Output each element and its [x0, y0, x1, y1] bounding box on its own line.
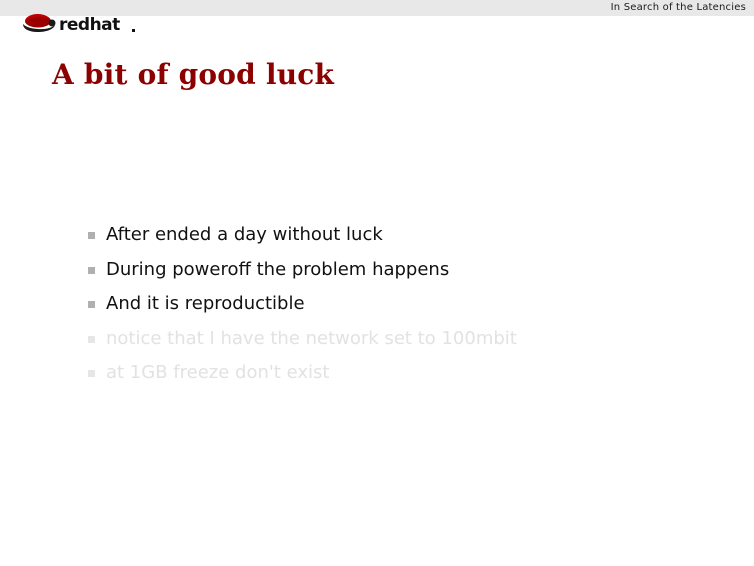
- header-title: In Search of the Latencies: [610, 2, 746, 13]
- list-item: [88, 259, 708, 294]
- list-item-label: After ended a day without luck: [106, 224, 383, 245]
- list-item: [88, 362, 708, 397]
- list-item-label: During poweroff the problem happens: [106, 258, 450, 280]
- bullet-list: [88, 224, 708, 397]
- list-item-label: at 1GB freeze don't exist: [106, 362, 330, 383]
- bullet-square-icon: [88, 370, 95, 377]
- redhat-logo: [22, 12, 122, 38]
- bullet-square-icon: [88, 267, 95, 274]
- page-title: A bit of good luck: [52, 58, 335, 91]
- bullet-square-icon: [88, 301, 95, 308]
- bullet-square-icon: [88, 232, 95, 239]
- bullet-square-icon: [88, 336, 95, 343]
- list-item: [88, 293, 708, 328]
- list-item-label: notice that I have the network set to 100mbit: [106, 327, 517, 349]
- redhat-shadowman-icon: [22, 13, 58, 33]
- logo-text: redhat: [59, 15, 120, 35]
- list-item-label: And it is reproductible: [106, 293, 305, 314]
- list-item: [88, 328, 708, 363]
- list-item: [88, 224, 708, 259]
- logo-dot: [132, 29, 135, 32]
